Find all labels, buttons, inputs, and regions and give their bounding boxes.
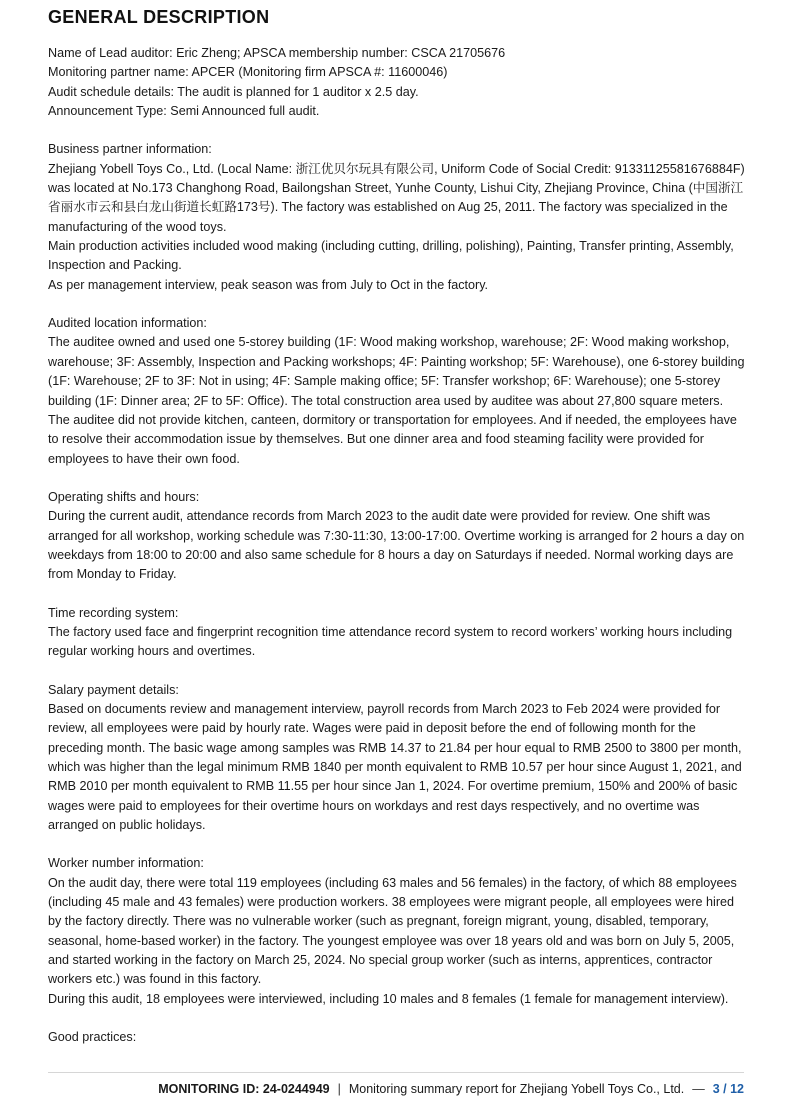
worker-number-text: On the audit day, there were total 119 employees (including 63 males and 56 females) in the factory, of which 88 employees (including 45 male and 43 females) were production workers. 38 employees were migrant people, all employees were hired by the factory directly. There was no vulnerable worker (such as pregnant, foreign migrant, young, disabled, temporary, seasonal, home-based worker) in the factory. The youngest employee was over 18 years old and was born on July 5, 2005, and started working in the factory on March 25, 2024. No special group worker (such as interns, apprentices, contractor workers etc.) was found in this factory. xyxy=(48,875,737,987)
salary-payment-title: Salary payment details: xyxy=(48,682,179,697)
monitoring-id: MONITORING ID: 24-0244949 xyxy=(158,1082,330,1096)
good-practices-block xyxy=(48,1028,748,1047)
operating-shifts-text: During the current audit, attendance records from March 2023 to the audit date were provided for review. One shift was arranged for all workshop, working schedule was 7:30-11:30, 13:00-17:00. Overtime working is arranged for 2 hours a day on weekdays from 18:00 to 20:00 and also same schedule for 8 hours a day on Saturdays if needed. Normal working days are from Monday to Friday. xyxy=(48,509,745,582)
salary-payment-block xyxy=(48,681,748,836)
production-activities-text: Main production activities included wood making (including cutting, drilling, polishing), Painting, Transfer printing, Assembly, Inspection and Packing. xyxy=(48,239,734,273)
lead-auditor-line: Name of Lead auditor: Eric Zheng; APSCA membership number: CSCA 21705676 xyxy=(48,46,506,60)
interview-text: During this audit, 18 employees were interviewed, including 10 males and 8 females (1 female for management interview). xyxy=(48,991,729,1006)
business-partner-title: Business partner information: xyxy=(48,142,212,157)
business-partner-block xyxy=(48,140,748,295)
footer-separator: | xyxy=(337,1082,341,1096)
worker-number-block xyxy=(48,854,748,1009)
page-footer xyxy=(48,1081,744,1097)
announcement-type-line: Announcement Type: Semi Announced full audit. xyxy=(48,104,320,119)
salary-payment-text: Based on documents review and management interview, payroll records from March 2023 to Feb 2024 were provided for review, all employees were paid by hourly rate. Wages were paid in deposit before the end of following month for the preceding month. The basic wage among samples was RMB 14.37 to 21.84 per hour equal to RMB 2500 to 3800 per month, which was higher than the legal minimum RMB 1840 per month equivalent to RMB 10.57 per hour since August 1, 2021, and RMB 2010 per month equivalent to RMB 11.55 per hour since Jan 1, 2024. For overtime premium, 150% and 200% of basic wages were paid to employees for their overtime hours on workdays and rest days respectively, and no overtime was arranged on public holidays. xyxy=(48,701,742,833)
peak-season-text: As per management interview, peak season was from July to Oct in the factory. xyxy=(48,277,489,292)
worker-number-title: Worker number information: xyxy=(48,856,204,871)
time-recording-block xyxy=(48,604,748,662)
document-page xyxy=(48,6,748,1066)
footer-divider xyxy=(48,1072,744,1073)
page-number: 3 / 12 xyxy=(712,1082,744,1096)
audited-location-block xyxy=(48,314,748,469)
audited-location-title: Audited location information: xyxy=(48,316,207,331)
time-recording-text: The factory used face and fingerprint recognition time attendance record system to record workers’ working hours including regular working hours and overtimes. xyxy=(48,624,733,659)
audited-location-text: The auditee owned and used one 5-storey building (1F: Wood making workshop, warehouse; 2F: Wood making workshop, warehouse; 3F: Assembly, Inspection and Packing workshops; 4F: Painting workshop; 5F: Warehouse), one 6-storey building (1F: Warehouse; 2F to 3F: Not in using; 4F: Sample making office; 5F: Transfer workshop; 6F: Warehouse); one 5-storey building (1F: Dinner area; 2F to 5F: Office). The total construction area used by auditee was about 27,800 square meters. The auditee did not provide kitchen, canteen, dormitory or transportation for employees. And if needed, the employees have to resolve their accommodation issue by themselves. But one dinner area and food steaming facility were provided for employees to have their own food. xyxy=(48,335,745,466)
business-partner-text: Zhejiang Yobell Toys Co., Ltd. (Local Name: 浙江优贝尔玩具有限公司, Uniform Code of Social Credit: 91331125581676884F) was located at No.173 Changhong Road, Bailongshan Street, Yunhe County, Lishui City, Zhejiang Province, China (中国浙江省丽水市云和县白龙山街道长虹路173号). The factory was established on Aug 25, 2011. The factory was specialized in the manufacturing of the wood toys. xyxy=(48,161,745,234)
section-heading: GENERAL DESCRIPTION xyxy=(48,7,270,27)
audit-schedule-line: Audit schedule details: The audit is planned for 1 auditor x 2.5 day. xyxy=(48,84,419,99)
time-recording-title: Time recording system: xyxy=(48,605,179,620)
monitoring-partner-line: Monitoring partner name: APCER (Monitoring firm APSCA #: 11600046) xyxy=(48,65,448,80)
footer-dash: — xyxy=(692,1082,705,1096)
good-practices-title: Good practices: xyxy=(48,1030,137,1045)
operating-shifts-title: Operating shifts and hours: xyxy=(48,489,200,504)
operating-shifts-block xyxy=(48,488,748,585)
audit-details-block xyxy=(48,44,748,121)
report-title: Monitoring summary report for Zhejiang Yobell Toys Co., Ltd. xyxy=(348,1082,685,1096)
